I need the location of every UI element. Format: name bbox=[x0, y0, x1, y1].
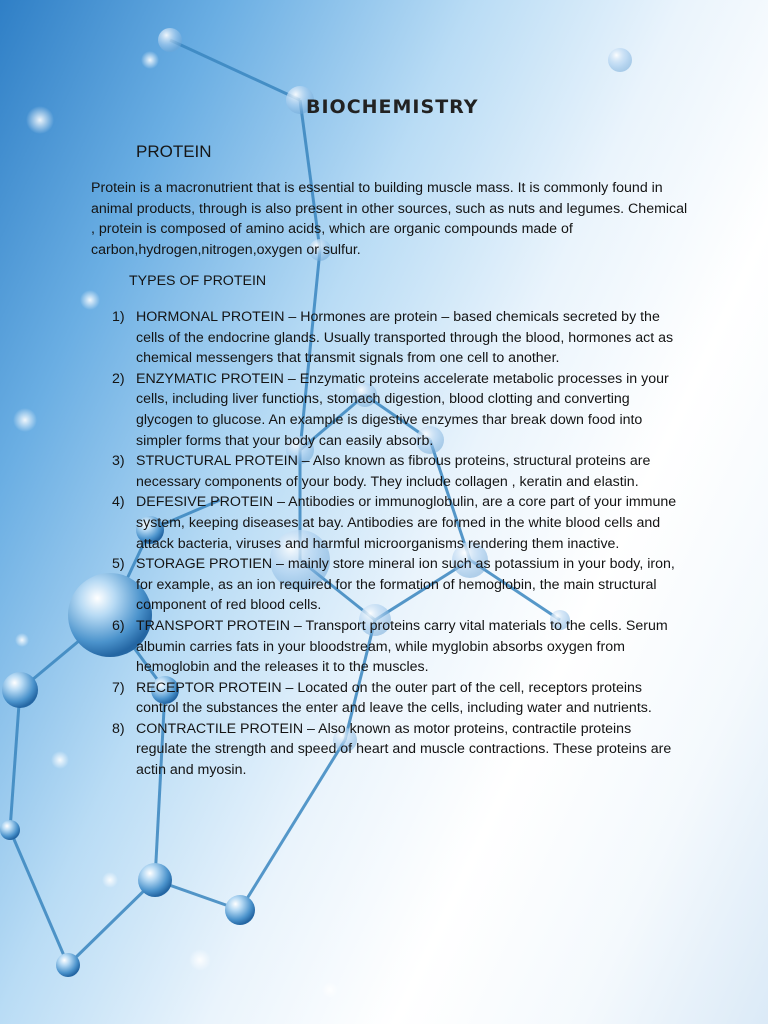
list-item-text: STORAGE PROTIEN – mainly store mineral ion such as potassium in your body, iron, for example, as an ion required for the formation of hemoglobin, the main structural component of red blood cells. bbox=[136, 556, 675, 614]
list-item-text: RECEPTOR PROTEIN – Located on the outer part of the cell, receptors proteins control the substances the enter and leave the cells, including water and nutrients. bbox=[136, 679, 652, 717]
list-item-text: DEFESIVE PROTEIN – Antibodies or immunoglobulin, are a core part of your immune system, keeping diseases at bay. Antibodies are formed in the white blood cells and attack bacteria, viruses and harmful microorganisms rendering them inactive. bbox=[136, 494, 677, 552]
list-item bbox=[112, 492, 682, 554]
list-item bbox=[112, 616, 682, 678]
list-item-text: STRUCTURAL PROTEIN – Also known as fibrous proteins, structural proteins are necessary components of your body. They include collagen , keratin and elastin. bbox=[136, 453, 651, 490]
list-item-text: HORMONAL PROTEIN – Hormones are protein – based chemicals secreted by the cells of the endocrine glands. Usually transported through the blood, hormones act as chemical messengers that transmit signals from one cell to another. bbox=[136, 309, 674, 367]
document-title: BIOCHEMISTRY bbox=[306, 96, 479, 118]
list-item-number: 4) bbox=[112, 494, 125, 511]
intro-paragraph: Protein is a macronutrient that is essential to building muscle mass. It is commonly found in animal products, through is also present in other sources, such as nuts and legumes. Chemical , protein is composed of amino acids, which are organic compounds made of carbon,hydrogen,nitrogen,oxygen or sulfur. bbox=[91, 180, 688, 258]
list-item-number: 5) bbox=[112, 556, 125, 573]
section-heading: PROTEIN bbox=[136, 142, 212, 161]
list-item bbox=[112, 451, 682, 492]
list-item-number: 2) bbox=[112, 370, 125, 387]
list-item bbox=[112, 369, 682, 451]
protein-types-list bbox=[112, 307, 682, 781]
list-item-number: 7) bbox=[112, 679, 125, 696]
list-item bbox=[112, 719, 682, 781]
list-item-text: CONTRACTILE PROTEIN – Also known as motor proteins, contractile proteins regulate the strength and speed of heart and muscle contractions. These proteins are actin and myosin. bbox=[136, 720, 672, 779]
list-item-number: 1) bbox=[112, 309, 125, 325]
list-item-text: TRANSPORT PROTEIN – Transport proteins carry vital materials to the cells. Serum albumin carries fats in your bloodstream, while myglobin absorbs oxygen from hemoglobin and the releases it to the muscles. bbox=[136, 617, 668, 676]
list-item-text: ENZYMATIC PROTEIN – Enzymatic proteins accelerate metabolic processes in your cells, including liver functions, stomach digestion, blood clotting and converting glycogen to glucose. An example is digestive enzymes thar break down food into simpler forms that your body can easily absorb. bbox=[136, 370, 669, 449]
list-item-number: 6) bbox=[112, 617, 125, 634]
list-item bbox=[112, 307, 682, 369]
list-item-number: 3) bbox=[112, 453, 125, 470]
list-item-number: 8) bbox=[112, 720, 125, 737]
list-item bbox=[112, 678, 682, 719]
list-item bbox=[112, 554, 682, 616]
types-heading: TYPES OF PROTEIN bbox=[129, 273, 267, 289]
